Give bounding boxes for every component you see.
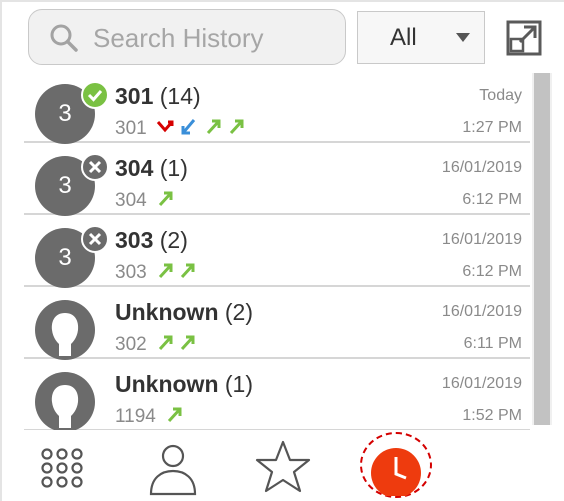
- contact-name-text: Unknown: [115, 371, 219, 397]
- contact-number-text: 1194: [115, 406, 156, 427]
- call-date: Today: [479, 87, 522, 104]
- incoming-call-icon: [182, 265, 193, 277]
- avatar: [35, 372, 95, 430]
- call-time: 6:12 PM: [462, 263, 522, 280]
- call-time: 1:52 PM: [462, 407, 522, 424]
- offline-status-icon: [81, 153, 109, 181]
- contact-name: [115, 155, 188, 182]
- call-count: (1): [224, 371, 254, 397]
- filter-dropdown[interactable]: [357, 11, 485, 64]
- missed-call-icon: [158, 122, 172, 130]
- contact-number: [115, 189, 180, 212]
- avatar-initial: 3: [58, 172, 72, 199]
- call-direction-icons: [156, 117, 252, 137]
- contacts-icon[interactable]: [143, 438, 203, 496]
- incoming-call-icon: [169, 409, 180, 421]
- call-date: 16/01/2019: [441, 159, 522, 176]
- call-date: 16/01/2019: [441, 303, 522, 320]
- incoming-call-icon: [208, 121, 219, 133]
- call-count: (2): [224, 299, 254, 325]
- outgoing-call-icon: [183, 120, 194, 133]
- scrollbar-thumb[interactable]: [534, 73, 550, 425]
- call-history-row[interactable]: [24, 73, 530, 143]
- contact-number: [115, 333, 204, 356]
- contact-name: [115, 83, 201, 110]
- call-history-row[interactable]: [24, 289, 530, 359]
- contact-name-text: Unknown: [115, 299, 219, 325]
- call-history-row[interactable]: [24, 217, 530, 287]
- window-frame-left: [0, 0, 2, 501]
- call-count: (2): [159, 227, 188, 253]
- call-time: 1:27 PM: [462, 119, 522, 136]
- online-status-icon: [81, 81, 109, 109]
- contact-number-text: 301: [115, 118, 147, 139]
- contact-number: [115, 117, 252, 140]
- call-direction-icons: [156, 261, 204, 281]
- bottom-nav: [0, 430, 564, 501]
- call-direction-icons: [156, 333, 204, 353]
- contact-number-text: 303: [115, 262, 147, 283]
- chevron-down-icon: [456, 33, 470, 42]
- call-history-list[interactable]: [24, 73, 530, 430]
- person-silhouette-icon: [35, 372, 95, 430]
- search-input[interactable]: [91, 20, 335, 56]
- incoming-call-icon: [160, 193, 171, 205]
- person-silhouette-icon: [35, 300, 95, 360]
- call-history-row[interactable]: [24, 361, 530, 430]
- search-icon: [49, 23, 79, 53]
- call-direction-icons: [156, 189, 180, 209]
- contact-name: [115, 371, 253, 398]
- incoming-call-icon: [182, 337, 193, 349]
- call-date: 16/01/2019: [441, 231, 522, 248]
- clock-icon[interactable]: [366, 438, 426, 496]
- contact-name-text: 303: [115, 227, 154, 253]
- offline-status-icon: [81, 225, 109, 253]
- call-count: (14): [159, 83, 201, 109]
- contact-number: [115, 261, 204, 284]
- call-history-row[interactable]: [24, 145, 530, 215]
- incoming-call-icon: [160, 265, 171, 277]
- contact-number-text: 304: [115, 190, 147, 211]
- popout-icon[interactable]: [506, 20, 542, 56]
- window-frame-top: [0, 0, 564, 2]
- call-direction-icons: [165, 405, 189, 425]
- avatar-initial: 3: [58, 100, 72, 127]
- call-count: (1): [159, 155, 188, 181]
- call-time: 6:11 PM: [463, 335, 522, 352]
- avatar-initial: 3: [58, 244, 72, 271]
- search-box[interactable]: [28, 9, 346, 65]
- filter-selected-label: All: [390, 24, 417, 51]
- star-icon[interactable]: [253, 438, 313, 496]
- contact-number: [115, 405, 189, 428]
- contact-name-text: 301: [115, 83, 154, 109]
- contact-name: [115, 227, 188, 254]
- contact-number-text: 302: [115, 334, 147, 355]
- contact-name-text: 304: [115, 155, 154, 181]
- call-date: 16/01/2019: [441, 375, 522, 392]
- dialpad-icon[interactable]: [33, 438, 93, 496]
- incoming-call-icon: [160, 337, 171, 349]
- incoming-call-icon: [231, 121, 242, 133]
- contact-name: [115, 299, 253, 326]
- call-time: 6:12 PM: [462, 191, 522, 208]
- avatar: [35, 300, 95, 360]
